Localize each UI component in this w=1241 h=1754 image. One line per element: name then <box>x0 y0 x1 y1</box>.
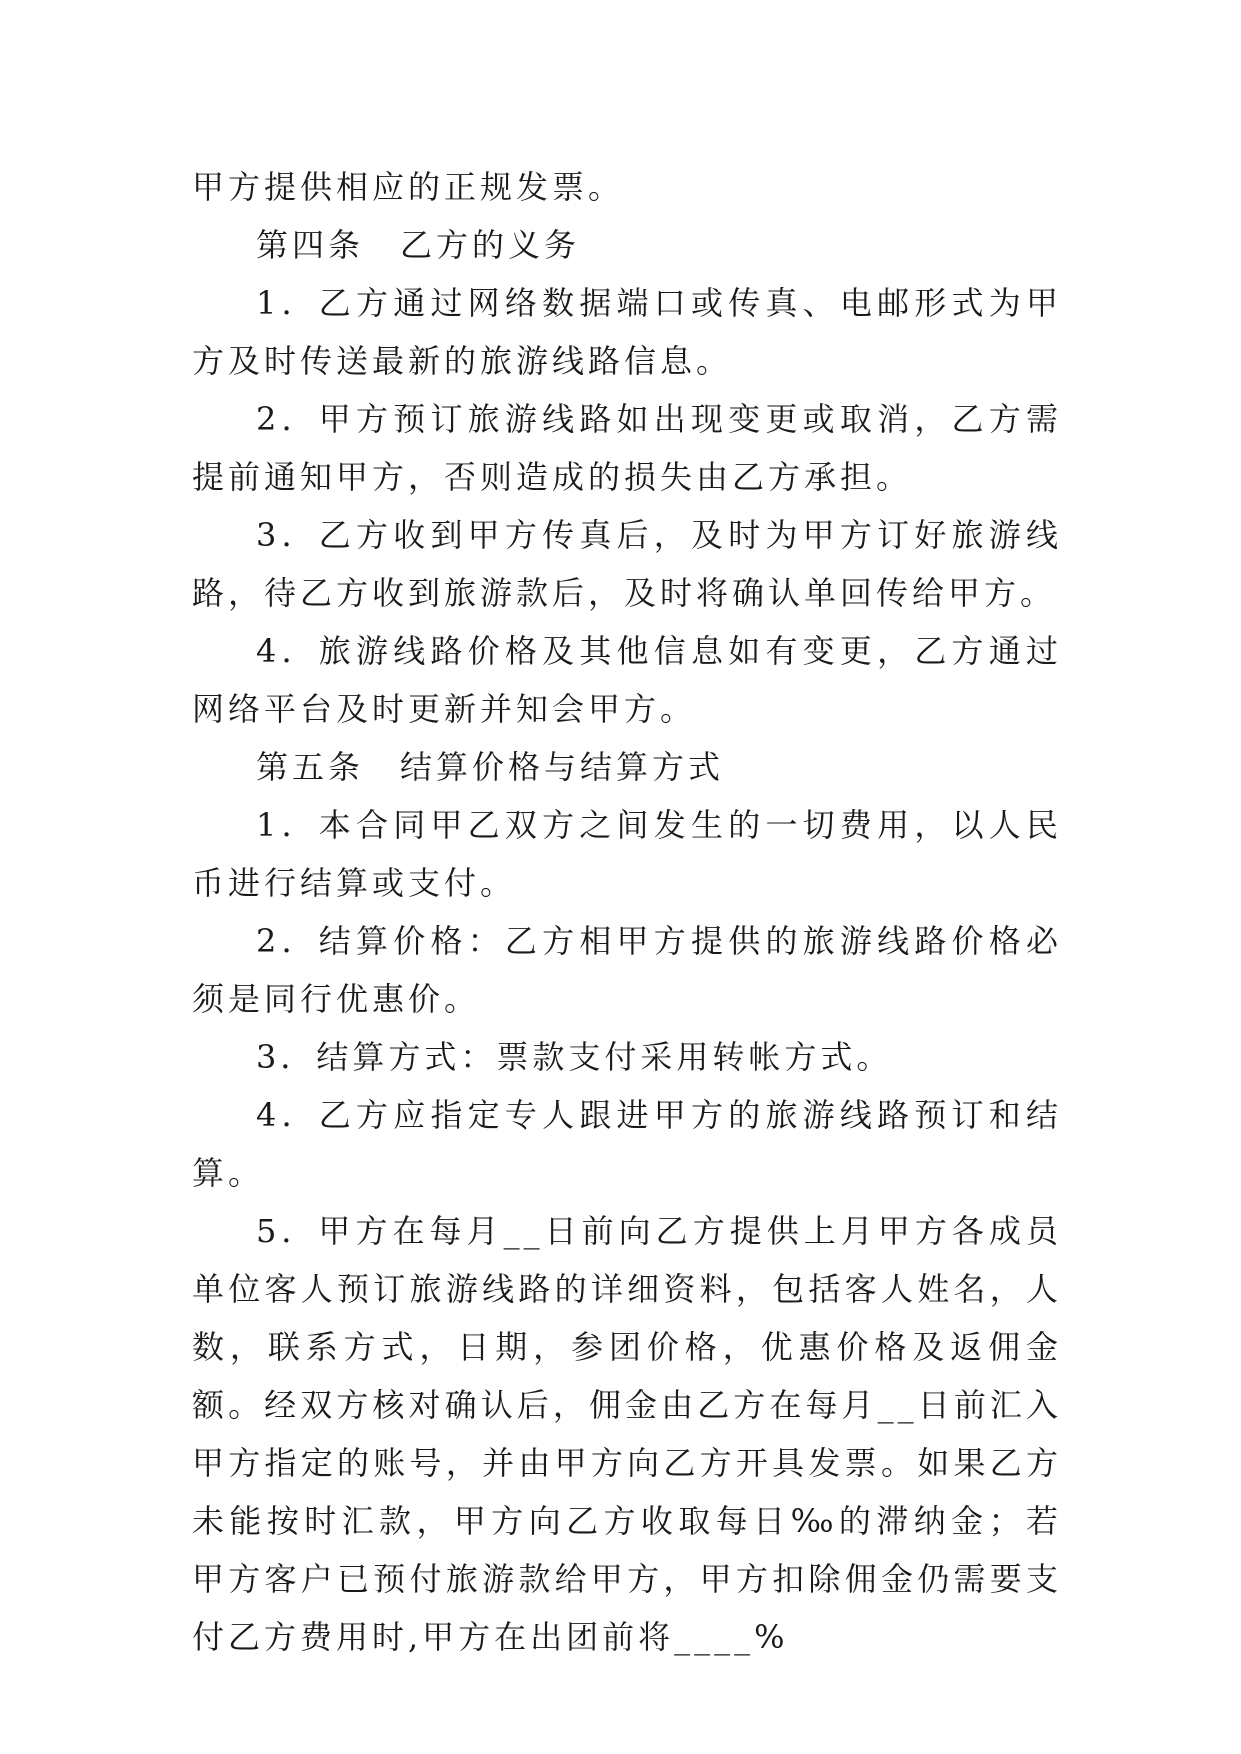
article-5-clause-2: 2．结算价格：乙方相甲方提供的旅游线路价格必须是同行优惠价。 <box>192 922 1062 1018</box>
article-5-clause-1: 1．本合同甲乙双方之间发生的一切费用，以人民币进行结算或支付。 <box>192 806 1062 902</box>
article-4-clause-2: 2．甲方预订旅游线路如出现变更或取消，乙方需提前通知甲方，否则造成的损失由乙方承担。 <box>192 400 1062 496</box>
article-4-clause-3: 3．乙方收到甲方传真后，及时为甲方订好旅游线路，待乙方收到旅游款后，及时将确认单回传给甲方。 <box>192 516 1062 612</box>
article-5-clause-3: 3．结算方式：票款支付采用转帐方式。 <box>256 1038 893 1076</box>
article-5-clause-4: 4．乙方应指定专人跟进甲方的旅游线路预订和结算。 <box>192 1096 1062 1192</box>
article-4-clause-4: 4．旅游线路价格及其他信息如有变更，乙方通过网络平台及时更新并知会甲方。 <box>192 632 1062 728</box>
document-body <box>192 158 1062 1666</box>
article-5-heading: 第五条 结算价格与结算方式 <box>256 748 725 786</box>
continued-paragraph: 甲方提供相应的正规发票。 <box>192 168 625 206</box>
article-5-clause-5: 5．甲方在每月__日前向乙方提供上月甲方各成员单位客人预订旅游线路的详细资料，包括客人姓名，人数，联系方式，日期，参团价格，优惠价格及返佣金额。经双方核对确认后，佣金由乙方在每月__日前汇入甲方指定的账号，并由甲方向乙方开具发票。如果乙方未能按时汇款，甲方向乙方收取每日‰的滞纳金；若甲方客户已预付旅游款给甲方，甲方扣除佣金仍需要支付乙方费用时,甲方在出团前将____% <box>192 1212 1062 1656</box>
article-4-clause-1: 1．乙方通过网络数据端口或传真、电邮形式为甲方及时传送最新的旅游线路信息。 <box>192 284 1062 380</box>
article-4-heading: 第四条 乙方的义务 <box>256 226 581 264</box>
